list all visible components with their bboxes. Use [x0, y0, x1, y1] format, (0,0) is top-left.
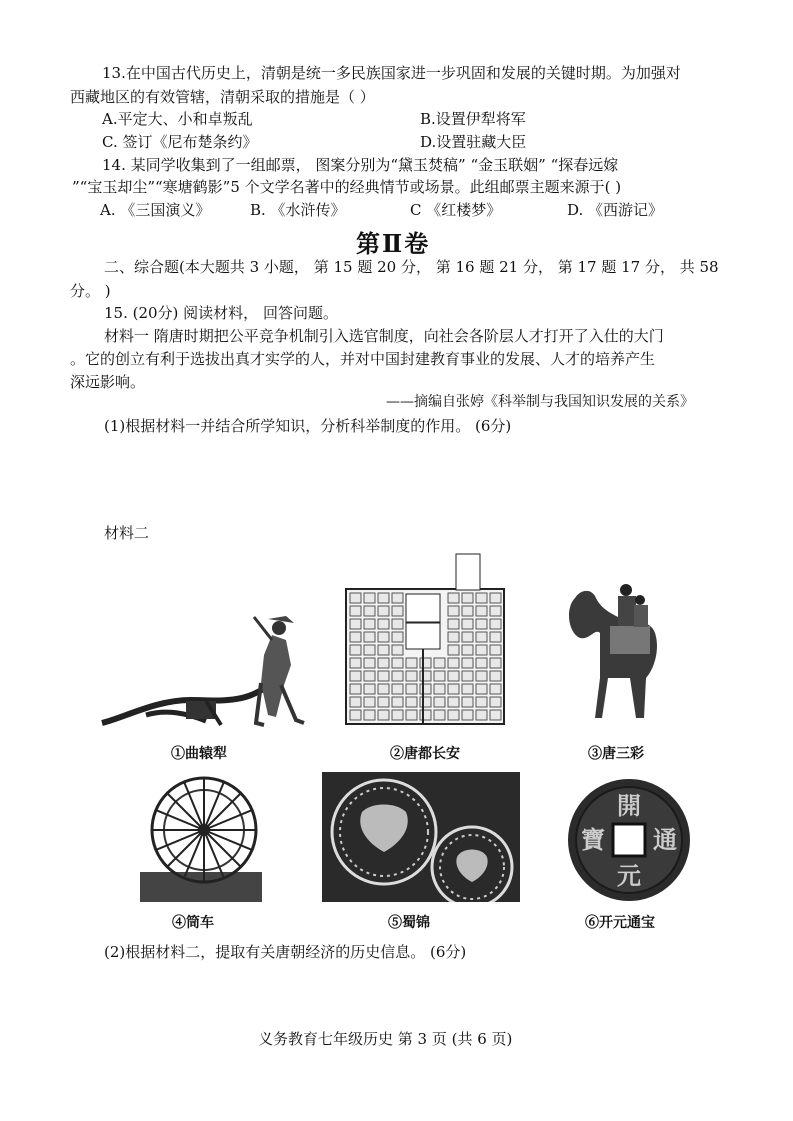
- q13-line1: 13.在中国古代历史上，清朝是统一多民族国家进一步巩固和发展的关键时期。为加强对: [102, 64, 681, 82]
- changan-map-image: [338, 549, 508, 729]
- q15-header: 15. (20分) 阅读材料， 回答问题。: [104, 304, 338, 322]
- q13-option-c: C. 签订《尼布楚条约》: [102, 133, 258, 151]
- coin-char-bottom: 元: [617, 861, 641, 890]
- coin-char-right: 通: [653, 825, 677, 854]
- section-intro-line1: 二、综合题(本大题共 3 小题， 第 15 题 20 分， 第 16 题 21 分， 第 17 题 17 分， 共 58: [104, 258, 719, 276]
- tang-sancai-camel-image: [560, 578, 670, 723]
- material1-source: ——摘编自张婷《科举制与我国知识发展的关系》: [386, 394, 694, 410]
- image-caption-4: ④筒车: [172, 915, 214, 931]
- image-caption-5: ⑤蜀锦: [388, 915, 430, 931]
- material1-line1: 材料一 隋唐时期把公平竞争机制引入选官制度，向社会各阶层人才打开了入仕的大门: [104, 327, 664, 345]
- waterwheel-image: [140, 772, 262, 902]
- q13-option-a: A.平定大、小和卓叛乱: [102, 110, 253, 128]
- coin-char-top: 開: [617, 791, 641, 820]
- image-caption-1: ①曲辕犁: [171, 746, 227, 762]
- section-intro-line2: 分。 ): [70, 282, 111, 300]
- q13-option-b: B.设置伊犁将军: [420, 110, 526, 128]
- q15-sub2: (2)根据材料二，提取有关唐朝经济的历史信息。 (6分): [104, 943, 467, 961]
- shu-brocade-image: [322, 772, 520, 902]
- page-footer: 义务教育七年级历史 第 3 页 (共 6 页): [258, 1030, 513, 1048]
- q14-option-c: C 《红楼梦》: [410, 201, 502, 219]
- q13-option-d: D.设置驻藏大臣: [420, 133, 527, 151]
- image-caption-2: ②唐都长安: [390, 746, 460, 762]
- section-title: 第Ⅱ卷: [356, 229, 431, 258]
- image-caption-6: ⑥开元通宝: [585, 915, 655, 931]
- material2-label: 材料二: [104, 524, 150, 542]
- q14-line1: 14. 某同学收集到了一组邮票， 图案分别为“黛玉焚稿” “金玉联姻” “探春远嫁: [102, 156, 619, 174]
- q14-option-a: A. 《三国演义》: [100, 201, 211, 219]
- q15-sub1: (1)根据材料一并结合所学知识，分析科举制度的作用。 (6分): [104, 417, 512, 435]
- q13-line2: 西藏地区的有效管辖，清朝采取的措施是（ ）: [70, 88, 375, 106]
- curved-plow-image: [96, 605, 322, 735]
- q14-option-b: B. 《水浒传》: [250, 201, 346, 219]
- image-caption-3: ③唐三彩: [588, 746, 644, 762]
- kaiyuan-coin-image: [565, 776, 693, 904]
- q14-option-d: D. 《西游记》: [567, 201, 664, 219]
- q14-line2: ”“宝玉却尘”“寒塘鹤影”5 个文学名著中的经典情节或场景。此组邮票主题来源于( ): [72, 178, 622, 196]
- material1-line3: 深远影响。: [70, 373, 146, 391]
- material1-line2: 。它的创立有利于选拔出真才实学的人，并对中国封建教育事业的发展、人才的培养产生: [70, 350, 656, 368]
- coin-char-left: 寶: [581, 825, 605, 854]
